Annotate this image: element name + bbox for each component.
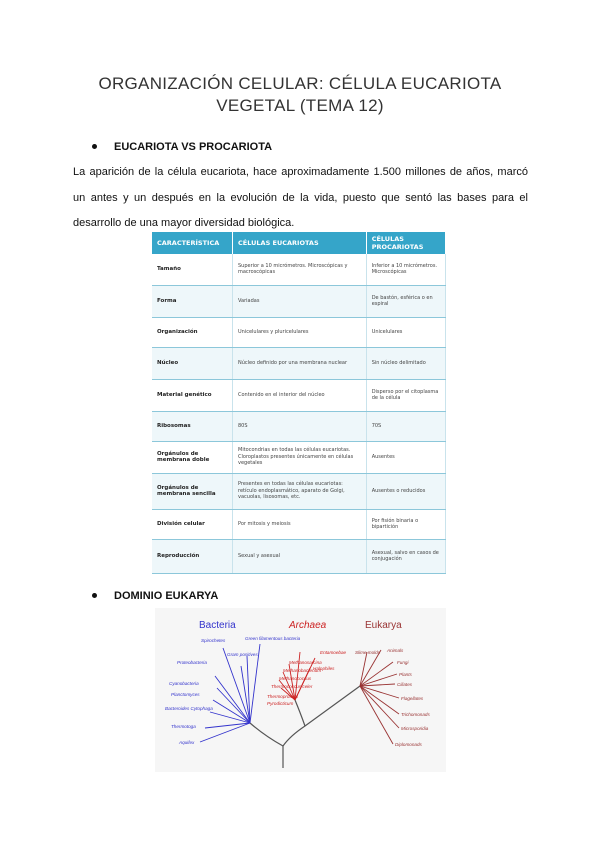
row-eukaryotic-value: Unicelulares y pluricelulares — [233, 317, 367, 347]
row-prokaryotic-value: Ausentes — [366, 441, 445, 473]
label-green-filamentous: Green filamentous bacteria — [245, 636, 301, 641]
row-label: Orgánulos de membrana doble — [152, 441, 233, 473]
row-eukaryotic-value: 80S — [233, 411, 367, 441]
row-label: Orgánulos de membrana sencilla — [152, 473, 233, 509]
header-prokaryotic: CÉLULAS PROCARIOTAS — [366, 232, 445, 254]
row-eukaryotic-value: Superior a 10 micrómetros. Microscópicas y macroscópicas — [233, 254, 367, 285]
label-microsporidia: Microsporidia — [401, 726, 429, 731]
row-eukaryotic-value: Sexual y asexual — [233, 539, 367, 573]
table-row — [152, 254, 446, 285]
label-thermoproteus: Thermoproteus — [267, 694, 299, 699]
archaea-group-labels — [267, 650, 346, 706]
label-ciliates: Ciliates — [397, 682, 413, 687]
label-trichomonads: Trichomonads — [401, 712, 430, 717]
table-row — [152, 411, 446, 441]
label-methanococcus: Methanococcus — [279, 676, 312, 681]
row-label: Forma — [152, 285, 233, 317]
row-eukaryotic-value: Mitocondrias en todas las células eucariotas. Cloroplastos presentes únicamente en células vegetales — [233, 441, 367, 473]
row-prokaryotic-value: Por fisión binaria o bipartición — [366, 509, 445, 539]
row-prokaryotic-value: De bastón, esférica o en espiral — [366, 285, 445, 317]
row-label: Núcleo — [152, 347, 233, 379]
header-characteristic: CARACTERÍSTICA — [152, 232, 233, 254]
label-methanosarcina: Methanosarcina — [289, 660, 322, 665]
table-header-row — [152, 232, 446, 254]
table-row — [152, 317, 446, 347]
row-label: Material genético — [152, 379, 233, 411]
label-aquifex: Aquifex — [179, 740, 195, 745]
row-prokaryotic-value: Ausentes o reducidos — [366, 473, 445, 509]
label-slime-molds: Slime molds — [355, 650, 381, 655]
label-pyrodicticum: Pyrodicticum — [267, 701, 294, 706]
row-prokaryotic-value: Unicelulares — [366, 317, 445, 347]
table-row — [152, 441, 446, 473]
table-row — [152, 347, 446, 379]
row-prokaryotic-value: Asexual, salvo en casos de conjugación — [366, 539, 445, 573]
domain-label-bacteria: Bacteria — [199, 620, 236, 631]
row-prokaryotic-value: Inferior a 10 micrómetros. Microscópicas — [366, 254, 445, 285]
label-methanobacterium: Methanobacterium — [283, 668, 322, 673]
section-heading-text: DOMINIO EUKARYA — [114, 590, 219, 602]
row-label: Ribosomas — [152, 411, 233, 441]
row-prokaryotic-value: 70S — [366, 411, 445, 441]
comparison-table — [152, 232, 446, 574]
label-proteobacteria: Proteobacteria — [177, 660, 207, 665]
label-cyanobacteria: Cyanobacteria — [169, 681, 199, 686]
label-halophiles: Halophiles — [313, 666, 335, 671]
row-label: Organización — [152, 317, 233, 347]
label-thermotoga: Thermotoga — [171, 724, 196, 729]
intro-paragraph: La aparición de la célula eucariota, hace aproximadamente 1.500 millones de años, marcó un antes y un después en la evolución de la vida, puesto que sentó las bases para el desarrollo de una mayor diversidad biológica. — [73, 166, 528, 229]
label-flagellates: Flagellates — [401, 696, 424, 701]
bullet-icon — [92, 593, 97, 598]
row-prokaryotic-value: Disperso por el citoplasma de la célula — [366, 379, 445, 411]
bacteria-branches — [200, 644, 260, 742]
title-line-1: ORGANIZACIÓN CELULAR: CÉLULA EUCARIOTA — [98, 74, 502, 93]
row-eukaryotic-value: Por mitosis y meiosis — [233, 509, 367, 539]
header-eukaryotic: CÉLULAS EUCARIOTAS — [233, 232, 367, 254]
row-eukaryotic-value: Núcleo definido por una membrana nuclear — [233, 347, 367, 379]
label-plants: Plants — [399, 672, 412, 677]
label-entamoebae: Entamoebae — [320, 650, 347, 655]
table-row — [152, 509, 446, 539]
table-row — [152, 285, 446, 317]
page-title — [0, 73, 600, 117]
eukarya-branches — [360, 650, 399, 744]
label-diplomonads: Diplomonads — [395, 742, 422, 747]
domain-label-eukarya: Eukarya — [365, 620, 402, 631]
label-gram-positives: Gram positives — [227, 652, 258, 657]
row-prokaryotic-value: Sin núcleo delimitado — [366, 347, 445, 379]
row-label: Tamaño — [152, 254, 233, 285]
section-heading-text: EUCARIOTA VS PROCARIOTA — [114, 141, 273, 153]
domain-label-archaea: Archaea — [289, 620, 327, 631]
table-row — [152, 379, 446, 411]
label-fungi: Fungi — [397, 660, 409, 665]
label-thermococcus: Thermococcus celer — [271, 684, 313, 689]
label-animals: Animals — [387, 648, 404, 653]
label-planctomyces: Planctomyces — [171, 692, 200, 697]
label-spirochetes: Spirochetes — [201, 638, 226, 643]
bullet-icon — [92, 144, 97, 149]
row-label: Reproducción — [152, 539, 233, 573]
bacteria-group-labels — [165, 636, 301, 745]
row-eukaryotic-value: Variadas — [233, 285, 367, 317]
row-label: División celular — [152, 509, 233, 539]
label-bacteroides: Bacteroides Cytophaga — [165, 706, 213, 711]
phylogenetic-tree-svg — [155, 608, 446, 772]
table-row — [152, 473, 446, 509]
table-row — [152, 539, 446, 573]
row-eukaryotic-value: Contenido en el interior del núcleo — [233, 379, 367, 411]
row-eukaryotic-value: Presentes en todas las células eucariotas: retículo endoplasmático, aparato de Golgi, vacuolas, lisosomas, etc. — [233, 473, 367, 509]
title-line-2: VEGETAL (TEMA 12) — [216, 96, 384, 115]
phylogenetic-tree-image — [155, 608, 446, 772]
